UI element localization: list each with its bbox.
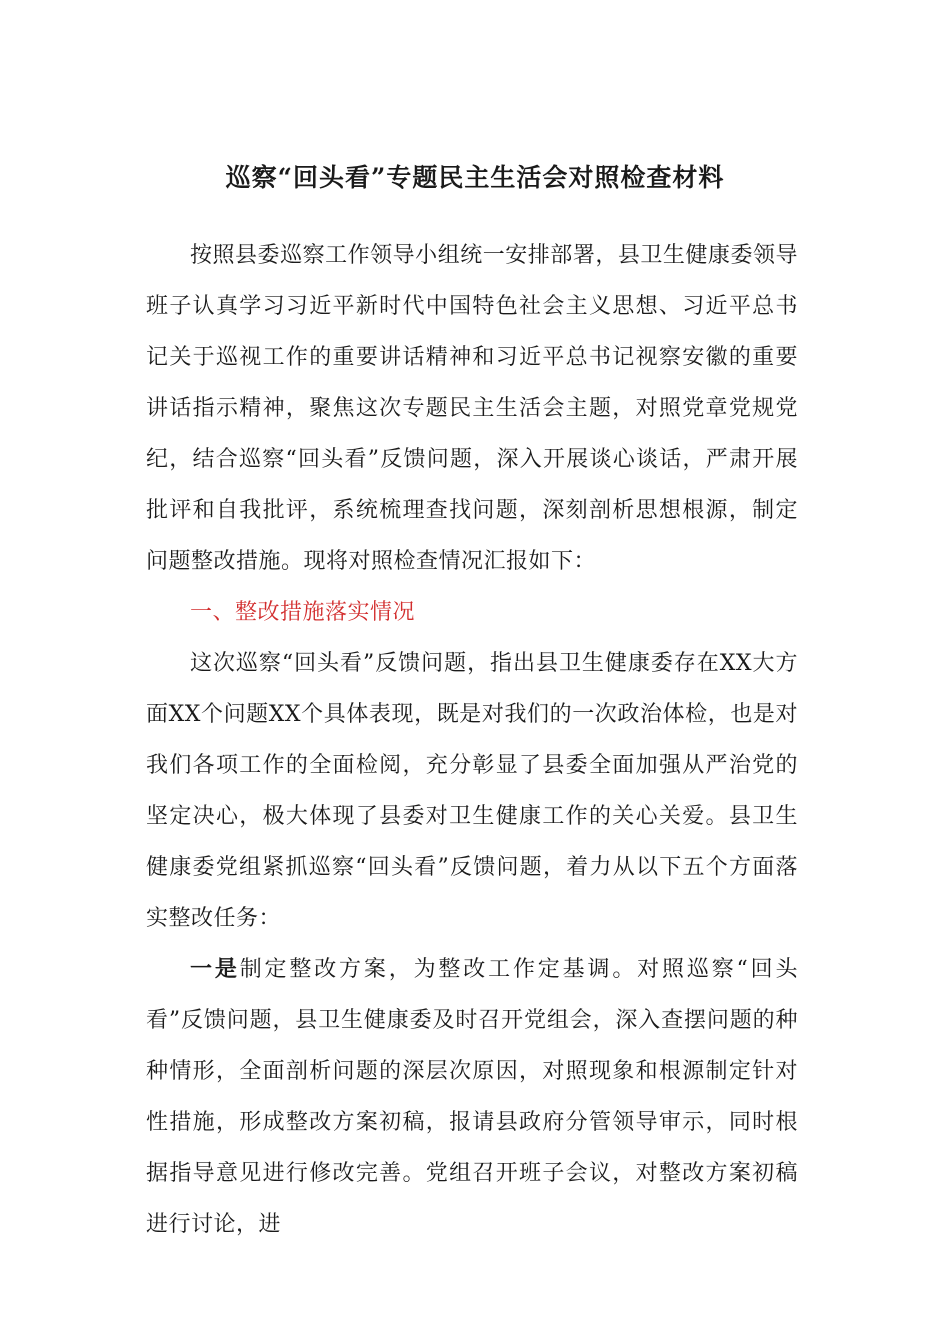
intro-paragraph: 按照县委巡察工作领导小组统一安排部署，县卫生健康委领导班子认真学习习近平新时代中国特色社会主义思想、习近平总书记关于巡视工作的重要讲话精神和习近平总书记视察安徽的重要讲话指示精神，聚焦这次专题民主生活会主题，对照党章党规党纪，结合巡察“回头看”反馈问题，深入开展谈心谈话，严肃开展批评和自我批评，系统梳理查找问题，深刻剖析思想根源，制定问题整改措施。现将对照检查情况汇报如下： [146,243,798,574]
item-1-paragraph [146,944,798,1250]
document-title: 巡察“回头看”专题民主生活会对照检查材料 [225,163,725,192]
item-1-text: 制定整改方案，为整改工作定基调。对照巡察“回头看”反馈问题，县卫生健康委及时召开党组会，深入查摆问题的种种情形，全面剖析问题的深层次原因，对照现象和根源制定针对性措施，形成整改方案初稿，报请县政府分管领导审示，同时根据指导意见进行修改完善。党组召开班子会议，对整改方案初稿进行讨论，进 [146,957,798,1237]
document-body [146,230,798,1250]
item-1-lead: 一是 [190,956,240,982]
section-1-paragraph: 这次巡察“回头看”反馈问题，指出县卫生健康委存在XX大方面XX个问题XX个具体表现，既是对我们的一次政治体检，也是对我们各项工作的全面检阅，充分彰显了县委全面加强从严治党的坚定决心，极大体现了县委对卫生健康工作的关心关爱。县卫生健康委党组紧抓巡察“回头看”反馈问题，着力从以下五个方面落实整改任务： [146,651,798,931]
section-heading-1: 一、整改措施落实情况 [190,600,416,625]
